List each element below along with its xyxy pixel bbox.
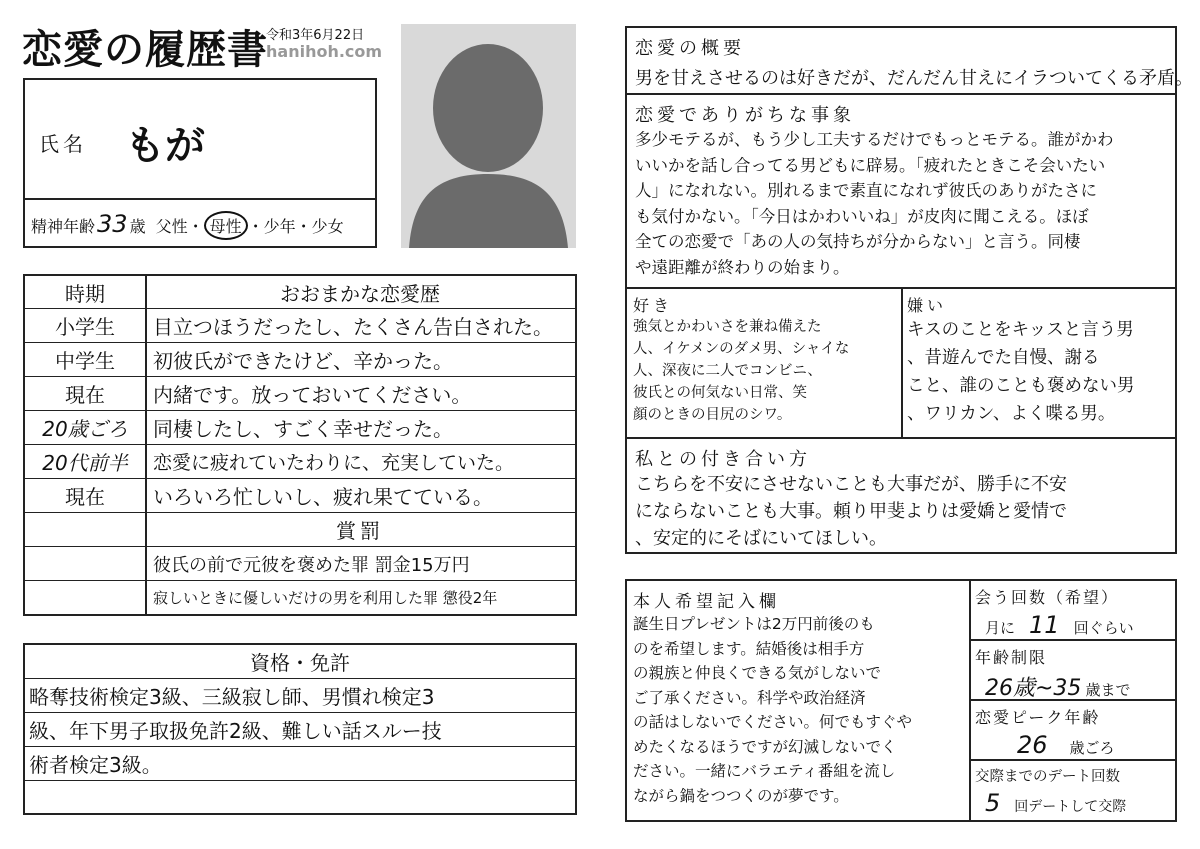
mental-age-label: 精神年齢 xyxy=(31,217,96,236)
stat-dates-before-dating: 交際までのデート回数 5 回デートして交際 xyxy=(975,769,1127,817)
summary-section xyxy=(627,28,1193,95)
events-text: 多少モテるが、もう少し工夫するだけでもっとモテる。誰がかわ いいかを話し合ってる男どもに辟易。「疲れたときこそ会いたい 人」になれない。別れるまで素直になれず彼氏のありがたさに も気付かない。「今日はかわいいね」が皮肉に聞こえる。ほぼ 全ての恋愛で「あの人の気持ちが分からない」と言う。同棲 や遠距離が終わりの始まり。 xyxy=(635,130,1114,277)
history-row: 20歳ごろ 同棲したし、すごく幸せだった。 xyxy=(25,411,575,445)
wishes-box xyxy=(625,579,1177,822)
history-row: 現在 いろいろ忙しいし、疲れ果てている。 xyxy=(25,479,575,513)
relationship-section xyxy=(627,439,1175,552)
license-line xyxy=(25,781,575,813)
awards-header: 賞罰 xyxy=(336,519,384,543)
history-row: 小学生 目立つほうだったし、たくさん告白された。 xyxy=(25,309,575,343)
history-table xyxy=(23,274,577,616)
license-line: 術者検定3級。 xyxy=(25,747,575,781)
likes-text: 強気とかわいさを兼ね備えた 人、イケメンのダメ男、シャイな 人、深夜に二人でコンビニ、 彼氏との何気ない日常、笑 顔のときの目尻のシワ。 xyxy=(633,319,850,423)
summary-text: 男を甘えさせるのは好きだが、だんだん甘えにイラついてくる矛盾。 xyxy=(635,68,1193,89)
mental-age-row: 精神年齢 33 歳 父性 ・ 母性 ・ 少年 ・ 少女 xyxy=(31,210,344,238)
wishes-section xyxy=(633,587,967,808)
history-header: おおまかな恋愛歴 xyxy=(280,281,440,306)
name-label: 氏名 xyxy=(39,132,87,156)
photo-placeholder xyxy=(401,24,576,248)
licenses-header: 資格・免許 xyxy=(25,645,575,679)
option-mother-circled: 母性 xyxy=(204,211,248,240)
document-date: 令和3年6月22日 xyxy=(266,28,365,43)
dislikes-section xyxy=(907,293,1173,428)
events-label: 恋愛でありがちな事象 xyxy=(635,105,855,126)
dates-value: 5 xyxy=(985,789,1001,817)
person-silhouette-icon xyxy=(401,24,576,248)
summary-label: 恋愛の概要 xyxy=(635,38,745,59)
meet-frequency-value: 11 xyxy=(1029,611,1060,639)
stat-peak-age: 恋愛ピーク年齢 26 歳ごろ xyxy=(971,701,1175,761)
option-girl: 少女 xyxy=(311,217,344,236)
option-boy: 少年 xyxy=(263,217,296,236)
likes-dislikes-section xyxy=(627,289,1175,439)
likes-label: 好き xyxy=(633,296,674,315)
profile-box xyxy=(23,78,377,248)
awards-header-row xyxy=(25,513,575,547)
stat-meet-frequency: 会う回数（希望） 月に 11 回ぐらい xyxy=(971,581,1175,641)
option-father: 父性 xyxy=(155,217,188,236)
history-row: 20代前半 恋愛に疲れていたわりに、充実していた。 xyxy=(25,445,575,479)
license-line: 略奪技術検定3級、三級寂し師、男慣れ検定3 xyxy=(25,679,575,713)
award-row: 彼氏の前で元彼を褒めた罪 罰金15万円 xyxy=(25,547,575,581)
wishes-text: 誕生日プレゼントは2万円前後のも のを希望します。結婚後は相手方 の親族と仲良くできる気がしないで ご了承ください。科学や政治経済 の話はしないでください。何でもすぐや めたくなるほうですが幻滅しないでく ださい。一緒にバラエティ番組を流し ながら鍋をつつくのが夢です。 xyxy=(633,615,913,805)
license-line: 級、年下男子取扱免許2級、難しい話スルー技 xyxy=(25,713,575,747)
history-row: 中学生 初彼氏ができたけど、辛かった。 xyxy=(25,343,575,377)
site-name: hanihoh.com xyxy=(266,42,383,61)
dislikes-label: 嫌い xyxy=(907,296,948,315)
relationship-label: 私との付き合い方 xyxy=(635,449,811,470)
award-row: 寂しいときに優しいだけの男を利用した罪 懲役2年 xyxy=(153,589,498,607)
history-header-row xyxy=(25,276,575,309)
name-area xyxy=(25,80,375,200)
events-section xyxy=(627,95,1175,289)
dislikes-text: キスのことをキッスと言う男 、昔遊んでた自慢、謝る こと、誰のことも褒めない男 、ワリカン、よく喋る男。 xyxy=(907,320,1135,424)
wishes-label: 本人希望記入欄 xyxy=(633,592,780,612)
mental-age-value: 33 xyxy=(97,210,128,238)
peak-age-value: 26 xyxy=(1017,731,1048,759)
name-value: もが xyxy=(125,123,205,169)
love-profile-box xyxy=(625,26,1193,554)
history-row: 現在 内緒です。放っておいてください。 xyxy=(25,377,575,411)
stat-age-limit: 年齢制限 26歳~35 歳まで xyxy=(971,641,1175,701)
period-header: 時期 xyxy=(65,281,105,306)
mental-age-suffix: 歳 xyxy=(129,217,146,236)
likes-section xyxy=(633,293,899,426)
licenses-box xyxy=(23,643,577,815)
age-limit-value: 26歳~35 xyxy=(985,676,1082,701)
page-title: 恋愛の履歴書 xyxy=(22,27,268,73)
relationship-text: こちらを不安にさせないことも大事だが、勝手に不安 にならないことも大事。頼り甲斐よりは愛嬌と愛情で 、安定的にそばにいてほしい。 xyxy=(635,474,1067,549)
